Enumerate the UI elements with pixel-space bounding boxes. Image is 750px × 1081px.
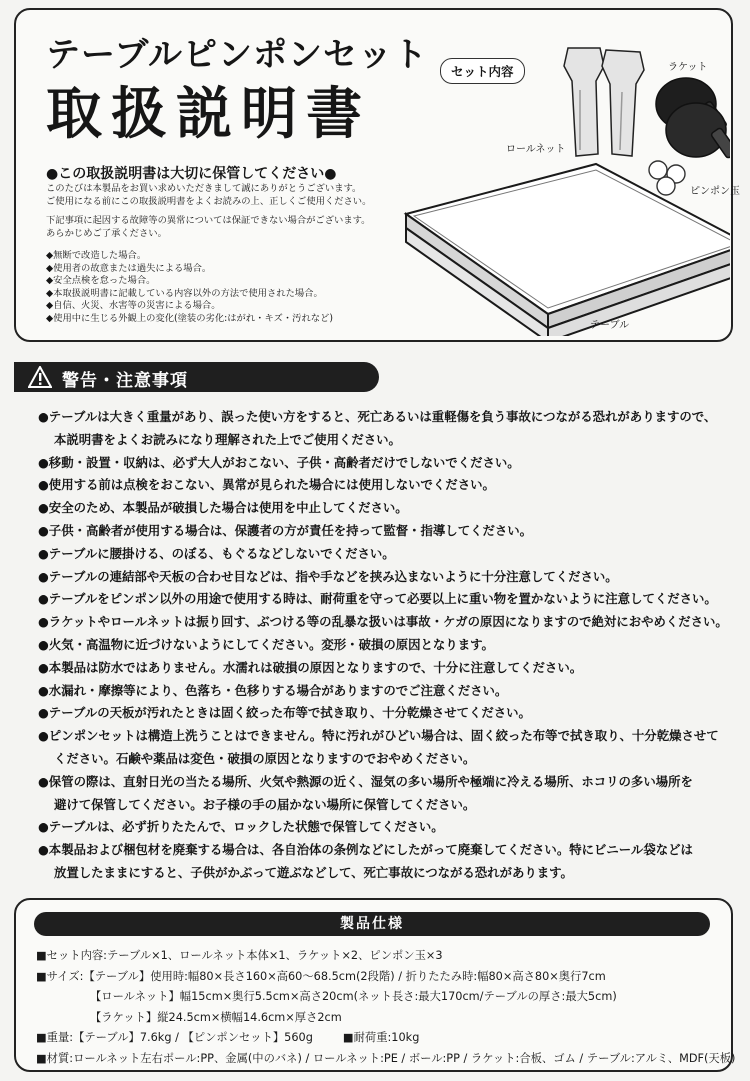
warning-item: ●本製品は防水ではありません。水濡れは破損の原因となりますので、十分に注意してください。: [38, 659, 583, 675]
warning-item-continued: 放置したままにすると、子供がかぶって遊ぶなどして、死亡事故につながる恐れがあります。: [54, 864, 573, 880]
warning-item-continued: 本説明書をよくお読みになり理解された上でご使用ください。: [54, 431, 401, 447]
header-panel: [14, 8, 740, 342]
warning-item: ●ラケットやロールネットは振り回す、ぶつける等の乱暴な扱いは事故・ケガの原因になりますので絶対におやめください。: [38, 614, 728, 630]
disclaimer-line: あらかじめご了承ください。: [46, 227, 167, 239]
warning-item: ●水漏れ・摩擦等により、色落ち・色移りする場合がありますのでご注意ください。: [38, 682, 508, 698]
spec-set-contents: ■セット内容:テーブル×1、ロールネット本体×1、ラケット×2、ピンポン玉×3: [36, 949, 443, 962]
disclaimer-line: 下記事項に起因する故障等の異常については保証できない場合がございます。: [46, 215, 371, 226]
warnings-header: [14, 362, 379, 392]
spec-size-racket: 【ラケット】縦24.5cm×横幅14.6cm×厚さ2cm: [90, 1010, 342, 1024]
intro-text: [46, 183, 371, 208]
warning-item: ●テーブルは大きく重量があり、誤った使い方をすると、死亡あるいは重軽傷を負う事故につながる恐れがありますので、: [38, 409, 717, 424]
specs-panel: [14, 898, 736, 1072]
spec-load: ■耐荷重:10kg: [342, 1031, 420, 1044]
keep-notice: ●この取扱説明書は大切に保管してください●: [46, 166, 337, 182]
manual-title: 取扱説明書: [46, 82, 371, 147]
exclusion-item: ◆安全点検を怠った場合。: [46, 275, 156, 286]
warning-icon: [28, 366, 52, 388]
exclusion-item: ◆自信、火災、水害等の災害による場合。: [46, 300, 221, 311]
roll-net-label: ロールネット: [506, 144, 566, 155]
exclusion-item: ◆使用中に生じる外観上の変化(塗装の劣化:はがれ・キズ・汚れなど): [46, 312, 333, 324]
warning-item: ●保管の際は、直射日光の当たる場所、火気や熱源の近く、湿気の多い場所や極端に冷える場所、ホコリの多い場所を: [38, 773, 693, 789]
disclaimer-text: [46, 215, 370, 240]
set-contents-badge: セット内容: [440, 58, 525, 84]
product-illustration: [400, 46, 730, 336]
roll-net-illustration: [564, 48, 644, 156]
spec-weight-row: [36, 1028, 726, 1049]
exclusion-item: ◆無断で改造した場合。: [46, 250, 147, 261]
warning-item: ●火気・高温物に近づけないようにしてください。変形・破損の原因となります。: [38, 636, 494, 652]
spec-size-net: 【ロールネット】幅15cm×奥行5.5cm×高さ20cm(ネット長さ:最大170cm/テーブルの厚さ:最大5cm): [90, 990, 617, 1003]
intro-line: ご使用になる前にこの取扱説明書をよくお読みの上、正しくご使用ください。: [46, 195, 372, 207]
table-label: テーブル: [590, 320, 630, 331]
specs-title: 製品仕様: [34, 912, 710, 936]
warning-item: ●テーブルの天板が汚れたときは固く絞った布等で拭き取り、十分乾燥させてください。: [38, 705, 531, 721]
warnings-list: [38, 406, 728, 885]
exclusion-list: [46, 250, 333, 325]
warnings-title: 警告・注意事項: [62, 371, 188, 391]
spec-size-table: ■サイズ:【テーブル】使用時:幅80×長さ160×高60～68.5cm(2段階) / 折りたたみ時:幅80×高さ80×奥行7cm: [36, 969, 606, 983]
exclusion-item: ◆使用者の故意または過失による場合。: [46, 262, 212, 274]
warning-item-continued: 避けて保管してください。お子様の手の届かない場所に保管してください。: [54, 796, 476, 812]
spec-material: ■材質:ロールネット左右ポール:PP、金属(中のバネ) / ロールネット:PE / ボール:PP / ラケット:合板、ゴム / テーブル:アルミ、MDF(天板): [36, 1051, 736, 1065]
warning-item: ●ピンポンセットは構造上洗うことはできません。特に汚れがひどい場合は、固く絞った布等で拭き取り、十分乾燥させて: [38, 728, 719, 744]
warning-item: ●本製品および梱包材を廃棄する場合は、各自治体の条例などにしたがって廃棄してください。特にビニール袋などは: [38, 842, 693, 858]
spec-weight: ■重量:【テーブル】7.6kg / 【ピンポンセット】560g: [36, 1031, 313, 1044]
ball-label: ピンポン玉: [690, 186, 740, 197]
warning-item: ●テーブルをピンポン以外の用途で使用する時は、耐荷重を守って必要以上に重い物を置かないように注意してください。: [38, 591, 717, 607]
warning-item: ●テーブルは、必ず折りたたんで、ロックした状態で保管してください。: [38, 819, 444, 835]
warning-item-continued: ください。石鹸や薬品は変色・破損の原因となりますのでおやめください。: [54, 750, 476, 766]
warning-item: ●テーブルの連結部や天板の合わせ目などは、指や手などを挟み込まないように十分注意してください。: [38, 568, 618, 584]
table-illustration: [406, 164, 730, 336]
warning-item: ●使用する前は点検をおこない、異常が見られた場合には使用しないでください。: [38, 477, 495, 493]
intro-line: このたびは本製品をお買い求めいただきまして誠にありがとうございます。: [46, 183, 362, 194]
exclusion-item: ◆本取扱説明書に記載している内容以外の方法で使用された場合。: [46, 287, 323, 299]
warning-item: ●移動・設置・収納は、必ず大人がおこない、子供・高齢者だけでしないでください。: [38, 454, 520, 470]
warning-item: ●テーブルに腰掛ける、のぼる、もぐるなどしないでください。: [38, 545, 395, 561]
product-title: テーブルピンポンセット: [46, 35, 428, 75]
warning-item: ●子供・高齢者が使用する場合は、保護者の方が責任を持って監督・指導してください。: [38, 522, 533, 538]
racket-label: ラケット: [668, 62, 708, 73]
warning-item: ●安全のため、本製品が破損した場合は使用を中止してください。: [38, 500, 408, 516]
ball-illustration: [649, 161, 685, 195]
specs-list: [36, 946, 736, 1069]
racket-illustration: [656, 78, 730, 159]
